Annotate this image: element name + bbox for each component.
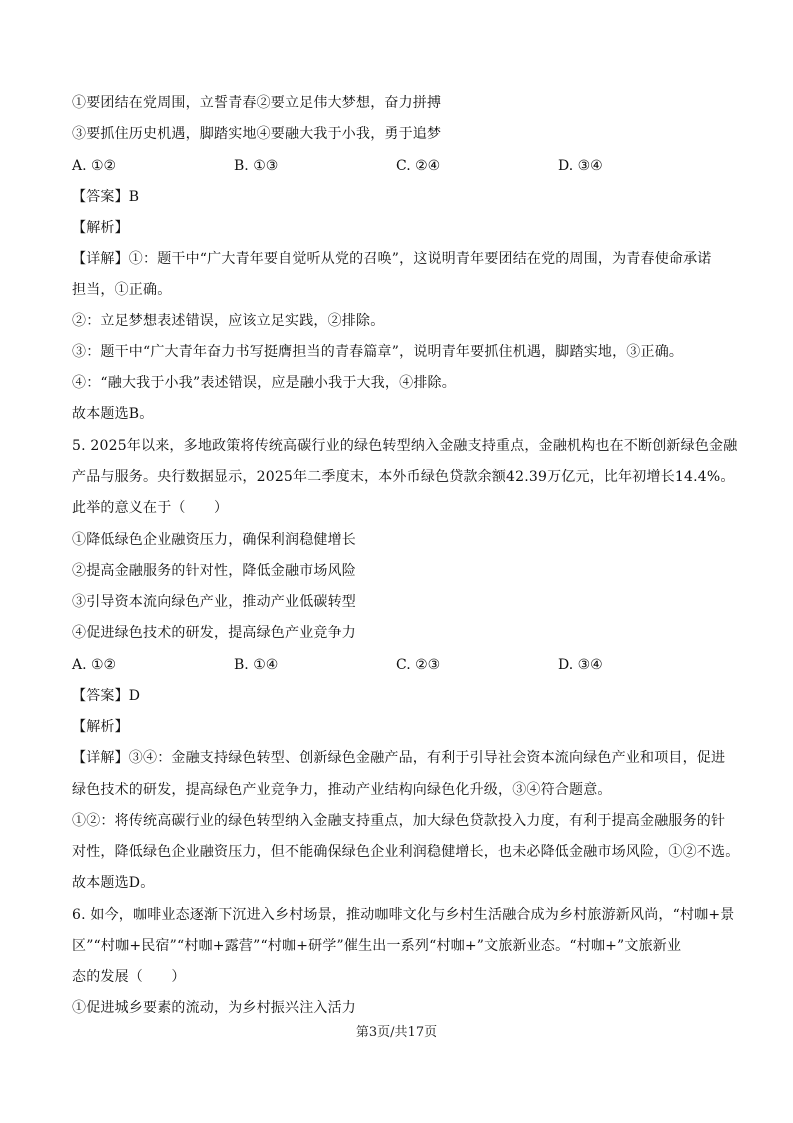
q5-item-line: ①降低绿色企业融资压力，确保利润稳健增长 [72, 532, 356, 548]
q5-detail-line: 绿色技术的研发，提高绿色产业竞争力，推动产业结构向绿色化升级，③④符合题意。 [72, 782, 612, 798]
q4-detail-line: 【详解】①：题干中“广大青年要自觉听从党的召唤”，这说明青年要团结在党的周围，为青春使命承诺 [72, 251, 712, 267]
q6-stem-line: 6. 如今，咖啡业态逐渐下沉进入乡村场景，推动咖啡文化与乡村生活融合成为乡村旅游新风尚，“村咖+景 [72, 907, 735, 923]
q5-option-c: C. ②③ [396, 657, 441, 673]
q4-options [72, 156, 732, 176]
q5-detail-line: ①②：将传统高碳行业的绿色转型纳入金融支持重点，加大绿色贷款投入力度，有利于提高金融服务的针 [72, 813, 726, 829]
q5-stem-line: 产品与服务。央行数据显示，2025年二季度末，本外币绿色贷款余额42.39万亿元，比年初增长14.4%。 [72, 469, 735, 485]
q5-detail-line: 对性，降低绿色企业融资压力，但不能确保绿色企业利润稳健增长，也未必降低金融市场风险，①②不选。 [72, 844, 740, 860]
q6-stem-line: 区”“村咖+民宿”“村咖+露营”“村咖+研学”催生出一系列“村咖+”文旅新业态。“村咖+”文旅新业 [72, 938, 682, 954]
q4-detail-line: ②：立足梦想表述错误，应该立足实践，②排除。 [72, 313, 385, 329]
q5-detail-line: 【详解】③④：金融支持绿色转型、创新绿色金融产品，有利于引导社会资本流向绿色产业和项目，促进 [72, 750, 726, 766]
q4-detail-line: 担当，①正确。 [72, 282, 172, 298]
q5-option-b: B. ①④ [234, 657, 279, 673]
q4-item-line: ①要团结在党周围，立誓青春②要立足伟大梦想，奋力拼搏 [72, 95, 442, 111]
q5-item-line: ④促进绿色技术的研发，提高绿色产业竞争力 [72, 625, 356, 641]
q5-option-a: A. ①② [72, 657, 117, 673]
q5-answer: 【答案】D [72, 688, 141, 704]
page-number: 第3页/共17页 [355, 1025, 438, 1040]
q5-analysis-tag: 【解析】 [72, 719, 129, 735]
q4-analysis-tag: 【解析】 [72, 220, 129, 236]
q4-option-a: A. ①② [72, 158, 117, 174]
q6-stem-line: 态的发展（ ） [72, 969, 186, 985]
q4-option-d: D. ③④ [558, 158, 603, 174]
q4-option-c: C. ②④ [396, 158, 441, 174]
q4-option-b: B. ①③ [234, 158, 279, 174]
q5-stem-line: 此举的意义在于（ ） [72, 500, 229, 516]
q4-detail-line: ③：题干中“广大青年奋力书写挺膺担当的青春篇章”，说明青年要抓住机遇，脚踏实地，③正确。 [72, 344, 684, 360]
q5-option-d: D. ③④ [558, 657, 603, 673]
q6-item-line: ①促进城乡要素的流动，为乡村振兴注入活力 [72, 1000, 356, 1016]
q4-detail-line: ④：“融大我于小我”表述错误，应是融小我于大我，④排除。 [72, 375, 456, 391]
q5-conclusion: 故本题选D。 [72, 875, 155, 891]
q5-item-line: ③引导资本流向绿色产业，推动产业低碳转型 [72, 594, 356, 610]
q4-conclusion: 故本题选B。 [72, 406, 154, 422]
q5-stem-line: 5. 2025年以来，多地政策将传统高碳行业的绿色转型纳入金融支持重点，金融机构也在不断创新绿色金融 [72, 438, 738, 454]
q5-options [72, 655, 732, 675]
q4-item-line: ③要抓住历史机遇，脚踏实地④要融大我于小我，勇于追梦 [72, 126, 442, 142]
q5-item-line: ②提高金融服务的针对性，降低金融市场风险 [72, 563, 356, 579]
q4-answer: 【答案】B [72, 189, 140, 205]
